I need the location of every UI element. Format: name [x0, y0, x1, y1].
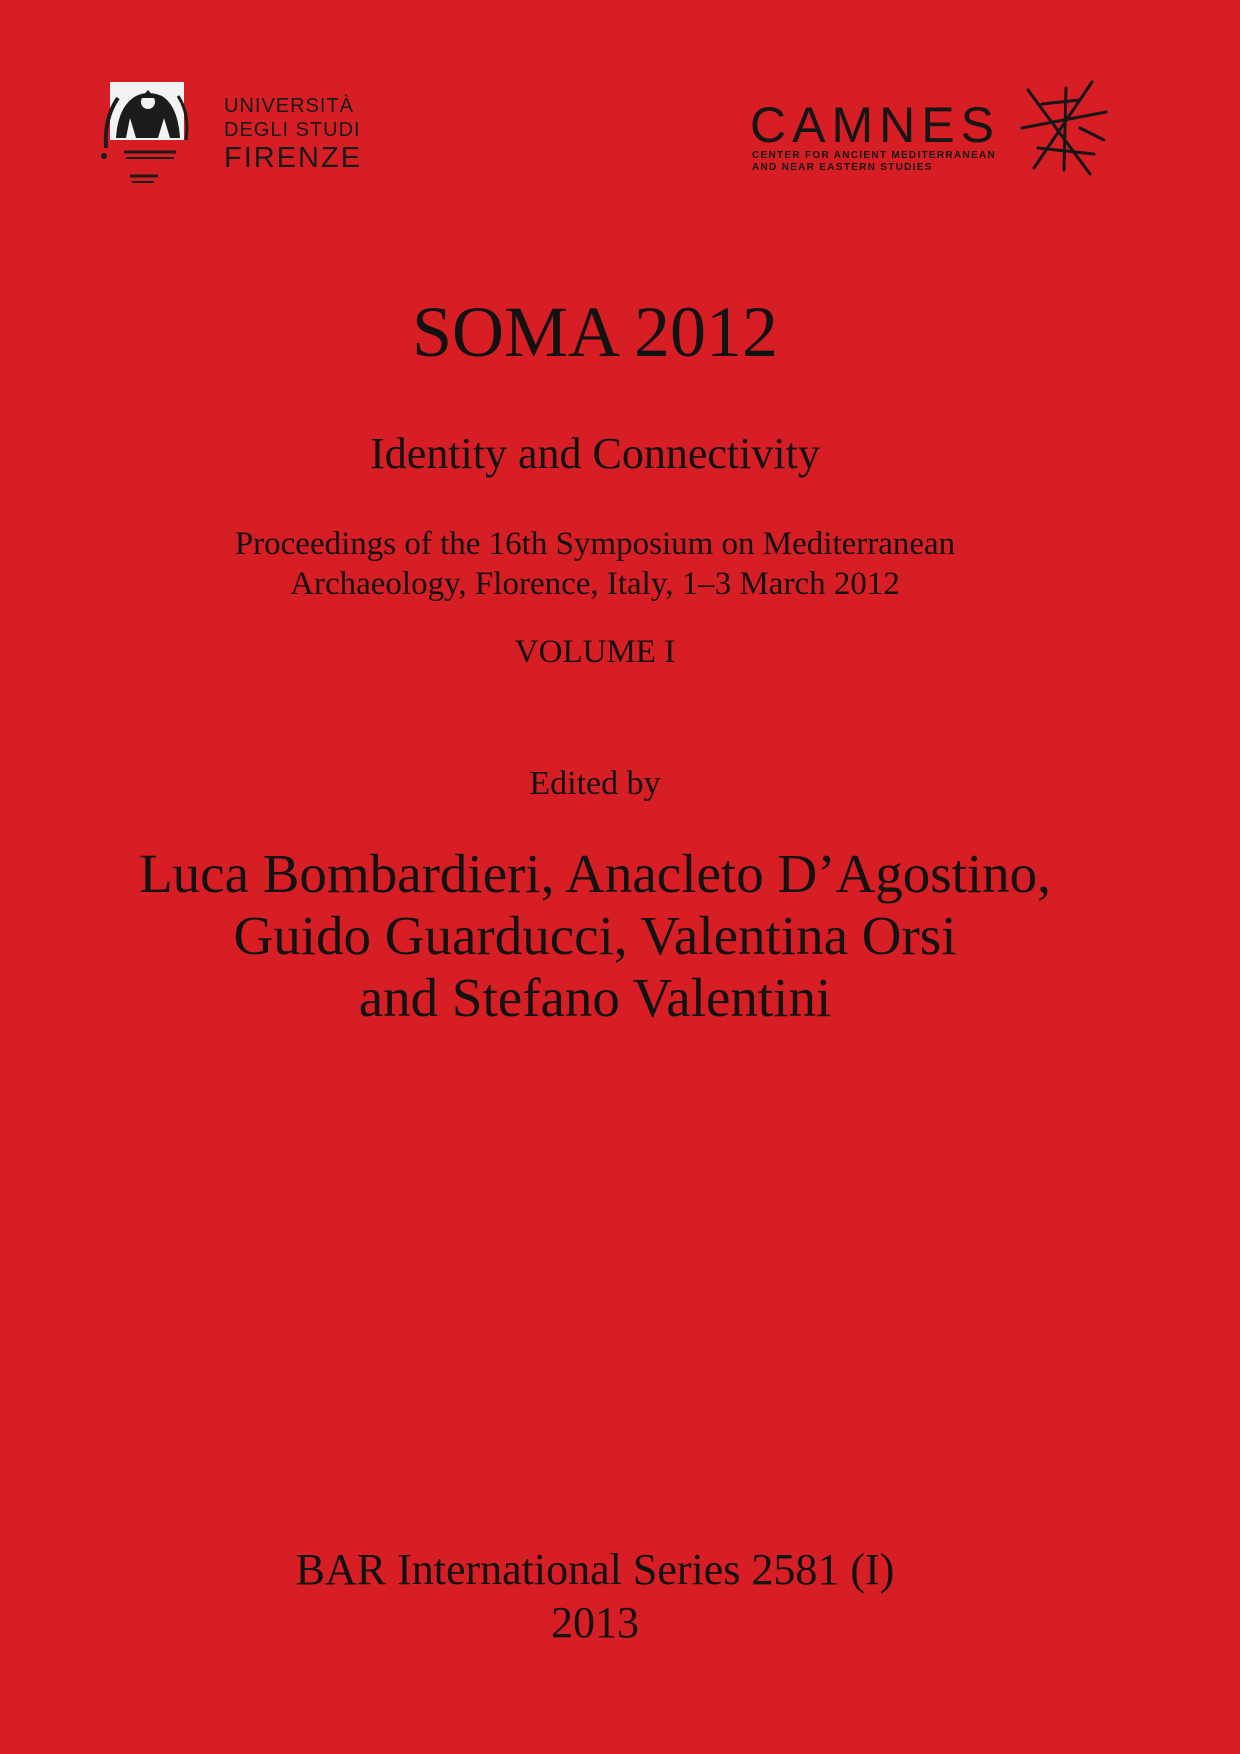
- series-name: BAR International Series 2581 (I): [295, 1545, 895, 1594]
- book-subtitle: Identity and Connectivity: [370, 429, 820, 478]
- university-line-2: DEGLI STUDI: [224, 119, 361, 141]
- camnes-subtitle-line-2: AND NEAR EASTERN STUDIES: [752, 162, 933, 173]
- proceedings-description: [0, 524, 1190, 604]
- series-info: [0, 1543, 1190, 1649]
- editors-line-3: and Stefano Valentini: [358, 967, 832, 1028]
- university-line-1: UNIVERSITÀ: [224, 95, 355, 117]
- editors-line-2: Guido Guarducci, Valentina Orsi: [233, 905, 957, 966]
- edited-by-label: Edited by: [529, 765, 661, 802]
- proceedings-line-1: Proceedings of the 16th Symposium on Mediterranean: [234, 526, 956, 562]
- camnes-subtitle-line-1: CENTER FOR ANCIENT MEDITERRANEAN: [752, 150, 997, 161]
- star-glyph-icon: [1020, 78, 1110, 178]
- camnes-logo: [748, 78, 1108, 178]
- university-florence-logo: [96, 78, 376, 188]
- book-title: SOMA 2012: [411, 292, 779, 372]
- editors-line-1: Luca Bombardieri, Anacleto D’Agostino,: [139, 843, 1051, 904]
- proceedings-line-2: Archaeology, Florence, Italy, 1–3 March 2012: [290, 566, 900, 602]
- camnes-name: CAMNES: [750, 97, 1000, 153]
- university-name: [224, 96, 362, 173]
- florentine-seal-icon: [96, 78, 192, 188]
- editors-list: [0, 843, 1190, 1029]
- volume-label: VOLUME I: [514, 634, 676, 670]
- publication-year: 2013: [551, 1598, 639, 1647]
- university-line-3: FIRENZE: [224, 142, 363, 174]
- camnes-subtitle: [752, 150, 996, 174]
